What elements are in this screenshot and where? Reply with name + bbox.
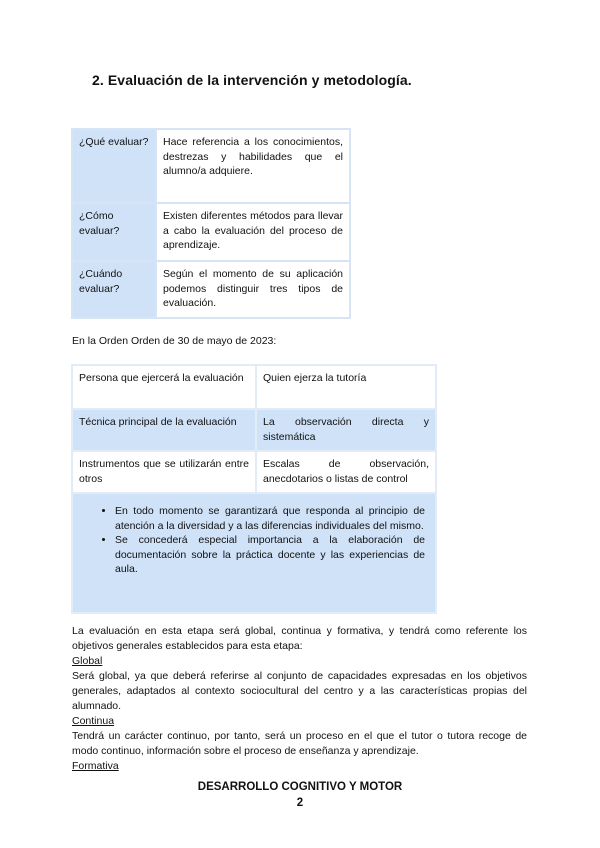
continua-paragraph: Tendrá un carácter continuo, por tanto, será un proceso en el que el tutor o tutora recoge de modo continuo, información sobre el proceso de enseñanza y aprendizaje. (72, 730, 527, 757)
table-row (72, 203, 350, 261)
question-cell: ¿Qué evaluar? (72, 129, 156, 203)
list-item: • En todo momento se garantizará que responda al principio de atención a la diversidad y a las diferencias individuales del mismo. (115, 504, 425, 533)
bullets-cell (72, 493, 436, 613)
table-row (72, 493, 436, 613)
intro-paragraph: La evaluación en esta etapa será global, continua y formativa, y tendrá como referente los objetivos generales establecidos para esta etapa: (72, 625, 527, 652)
global-paragraph: Será global, ya que deberá referirse al conjunto de capacidades expresadas en los objetivos generales, adaptados al contexto sociocultural del centro y a las características propias del alumnado. (72, 670, 527, 712)
question-cell: ¿Cuándo evaluar? (72, 261, 156, 318)
global-heading: Global (72, 655, 103, 667)
footer-title: DESARROLLO COGNITIVO Y MOTOR (197, 781, 403, 793)
value-cell: La observación directa y sistemática (256, 409, 436, 451)
continua-heading: Continua (72, 715, 115, 727)
table-row (72, 129, 350, 203)
criterion-cell: Persona que ejercerá la evaluación (72, 365, 256, 409)
page-number: 2 (296, 797, 304, 809)
criterion-cell: Técnica principal de la evaluación (72, 409, 256, 451)
formativa-heading: Formativa (72, 760, 119, 772)
table-row (72, 261, 350, 318)
value-cell: Quien ejerza la tutoría (256, 365, 436, 409)
value-cell: Escalas de observación, anecdotarios o listas de control (256, 451, 436, 493)
answer-cell: Hace referencia a los conocimientos, destrezas y habilidades que el alumno/a adquiere. (156, 129, 350, 203)
orden-reference: En la Orden Orden de 30 de mayo de 2023: (72, 335, 277, 347)
body-text (72, 624, 527, 774)
answer-cell: Según el momento de su aplicación podemos distinguir tres tipos de evaluación. (156, 261, 350, 318)
table-row (72, 409, 436, 451)
table-row (72, 451, 436, 493)
list-item: • Se concederá especial importancia a la elaboración de documentación sobre la práctica docente y las experiencias de aula. (115, 533, 425, 577)
bullet-list (97, 504, 425, 577)
question-cell: ¿Cómo evaluar? (72, 203, 156, 261)
answer-cell: Existen diferentes métodos para llevar a cabo la evaluación del proceso de aprendizaje. (156, 203, 350, 261)
criterion-cell: Instrumentos que se utilizarán entre otros (72, 451, 256, 493)
evaluation-details-table (71, 364, 437, 614)
evaluation-questions-table (71, 128, 351, 319)
table-row (72, 365, 436, 409)
section-title: 2. Evaluación de la intervención y metodología. (92, 72, 412, 88)
